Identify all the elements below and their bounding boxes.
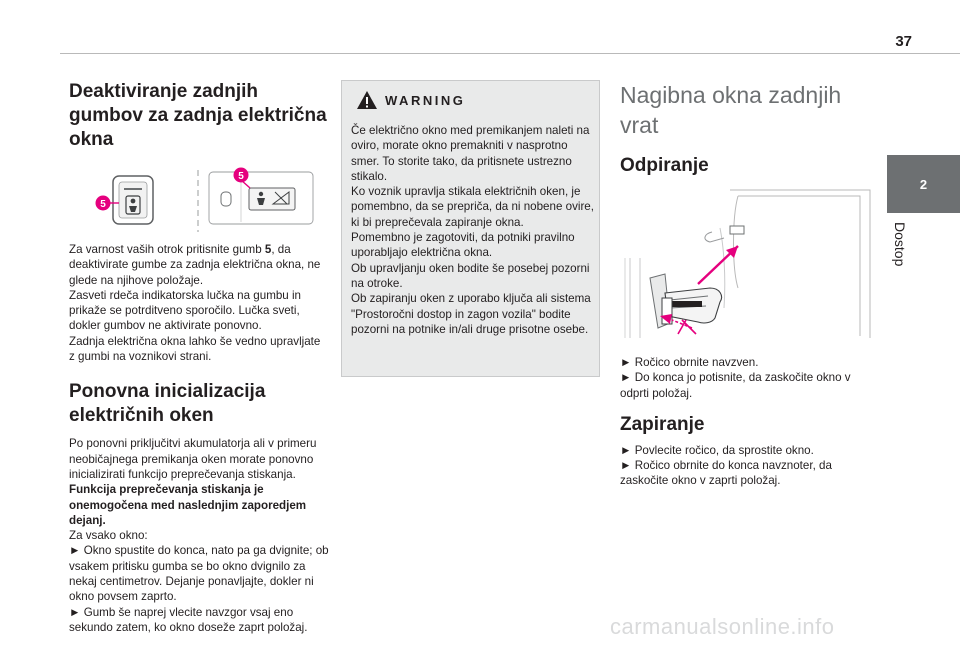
page-number: 37	[895, 33, 912, 50]
section-title-deactivation: Deaktiviranje zadnjih gumbov za zadnja električna okna	[69, 81, 327, 150]
callout-5-left: 5	[100, 199, 106, 210]
paragraph: Zadnja električna okna lahko še vedno upravljate z gumbi na voznikovi strani.	[69, 334, 321, 364]
step-item: ► Povlecite ročico, da sprostite okno.	[620, 443, 814, 457]
tilt-window-figure	[620, 188, 875, 343]
step-item: ► Ročico obrnite do konca navznoter, da zaskočite okno v zaprti položaj.	[620, 459, 832, 488]
paragraph-bold: Funkcija preprečevanja stiskanja je onemogočena med naslednjim zaporedjem dejanj.	[69, 483, 307, 527]
paragraph: Za varnost vaših otrok pritisnite gumb 5, da deaktivirate gumbe za zadnja električna okna, ne glede na njihove položaje.	[69, 243, 321, 287]
paragraph: Po ponovni priključitvi akumulatorja ali v primeru neobičajnega premikanja oken morate ponovno inicializirati funkcijo preprečevanja stiskanja.	[69, 437, 317, 481]
paragraph: Če električno okno med premikanjem naleti na oviro, morate okno premakniti v nasprotno smer. To storite tako, da pritisnete ustrezno stikalo.	[351, 124, 590, 183]
chapter-label: Dostop	[892, 222, 908, 267]
paragraph: Ob upravljanju oken bodite še posebej pozorni na otroke.	[351, 261, 590, 290]
watermark: carmanualsonline.info	[610, 614, 835, 639]
warning-title: WARNING	[385, 93, 466, 108]
chapter-tab-number: 2	[919, 176, 928, 192]
step-item: ► Okno spustite do konca, nato pa ga dvignite; ob vsakem pritisku gumba se bo okno dvignilo za nekaj centimetrov. Dejanje ponavljajte, dokler ni okno povsem zaprto.	[69, 544, 329, 604]
column-tilt-windows	[620, 80, 875, 489]
subtitle-opening: Odpiranje	[620, 155, 709, 176]
deactivation-text	[69, 242, 329, 364]
header-rule	[60, 53, 960, 54]
section-title-tilt: Nagibna okna zadnjih vrat	[620, 82, 842, 138]
paragraph: Za vsako okno:	[69, 529, 148, 543]
paragraph: Pomembno je zagotoviti, da potniki pravilno uporabljajo električna okna.	[351, 231, 575, 260]
child-lock-button-figure	[69, 166, 329, 236]
warning-header	[342, 81, 599, 119]
paragraph: Ko voznik upravlja stikala električnih oken, je pomembno, da se prepriča, da ni nobene ovire, ki bi preprečevala zapiranje okna.	[351, 185, 594, 229]
paragraph: Zasveti rdeča indikatorska lučka na gumbu in prikaže se potrditveno sporočilo. Lučka sveti, dokler gumbov ne aktivirate ponovno.	[69, 288, 301, 333]
step-item: ► Ročico obrnite navzven.	[620, 356, 759, 369]
tilt-window-illustration	[620, 188, 875, 343]
warning-triangle-icon	[356, 90, 378, 110]
paragraph: Ob zapiranju oken z uporabo ključa ali sistema "Prostoročni dostop in zagon vozila" bodite pozorni na potnike in/ali druge prisotne osebe.	[351, 292, 591, 336]
child-lock-illustration	[69, 166, 329, 236]
step-item: ► Do konca jo potisnite, da zaskočite okno v odprti položaj.	[620, 371, 851, 400]
step-item: ► Gumb še naprej vlecite navzgor vsaj eno sekundo zatem, ko okno doseže zaprt položaj.	[69, 605, 308, 634]
reinit-text	[69, 436, 329, 635]
warning-box	[341, 80, 600, 377]
closing-steps	[620, 443, 875, 489]
section-title-reinit: Ponovna inicializacija električnih oken	[69, 381, 266, 427]
callout-5-right: 5	[238, 171, 244, 182]
subtitle-closing: Zapiranje	[620, 413, 705, 435]
column-child-lock	[69, 80, 329, 635]
warning-body	[351, 123, 596, 337]
opening-steps	[620, 355, 875, 401]
chapter-tab[interactable]	[887, 155, 960, 213]
